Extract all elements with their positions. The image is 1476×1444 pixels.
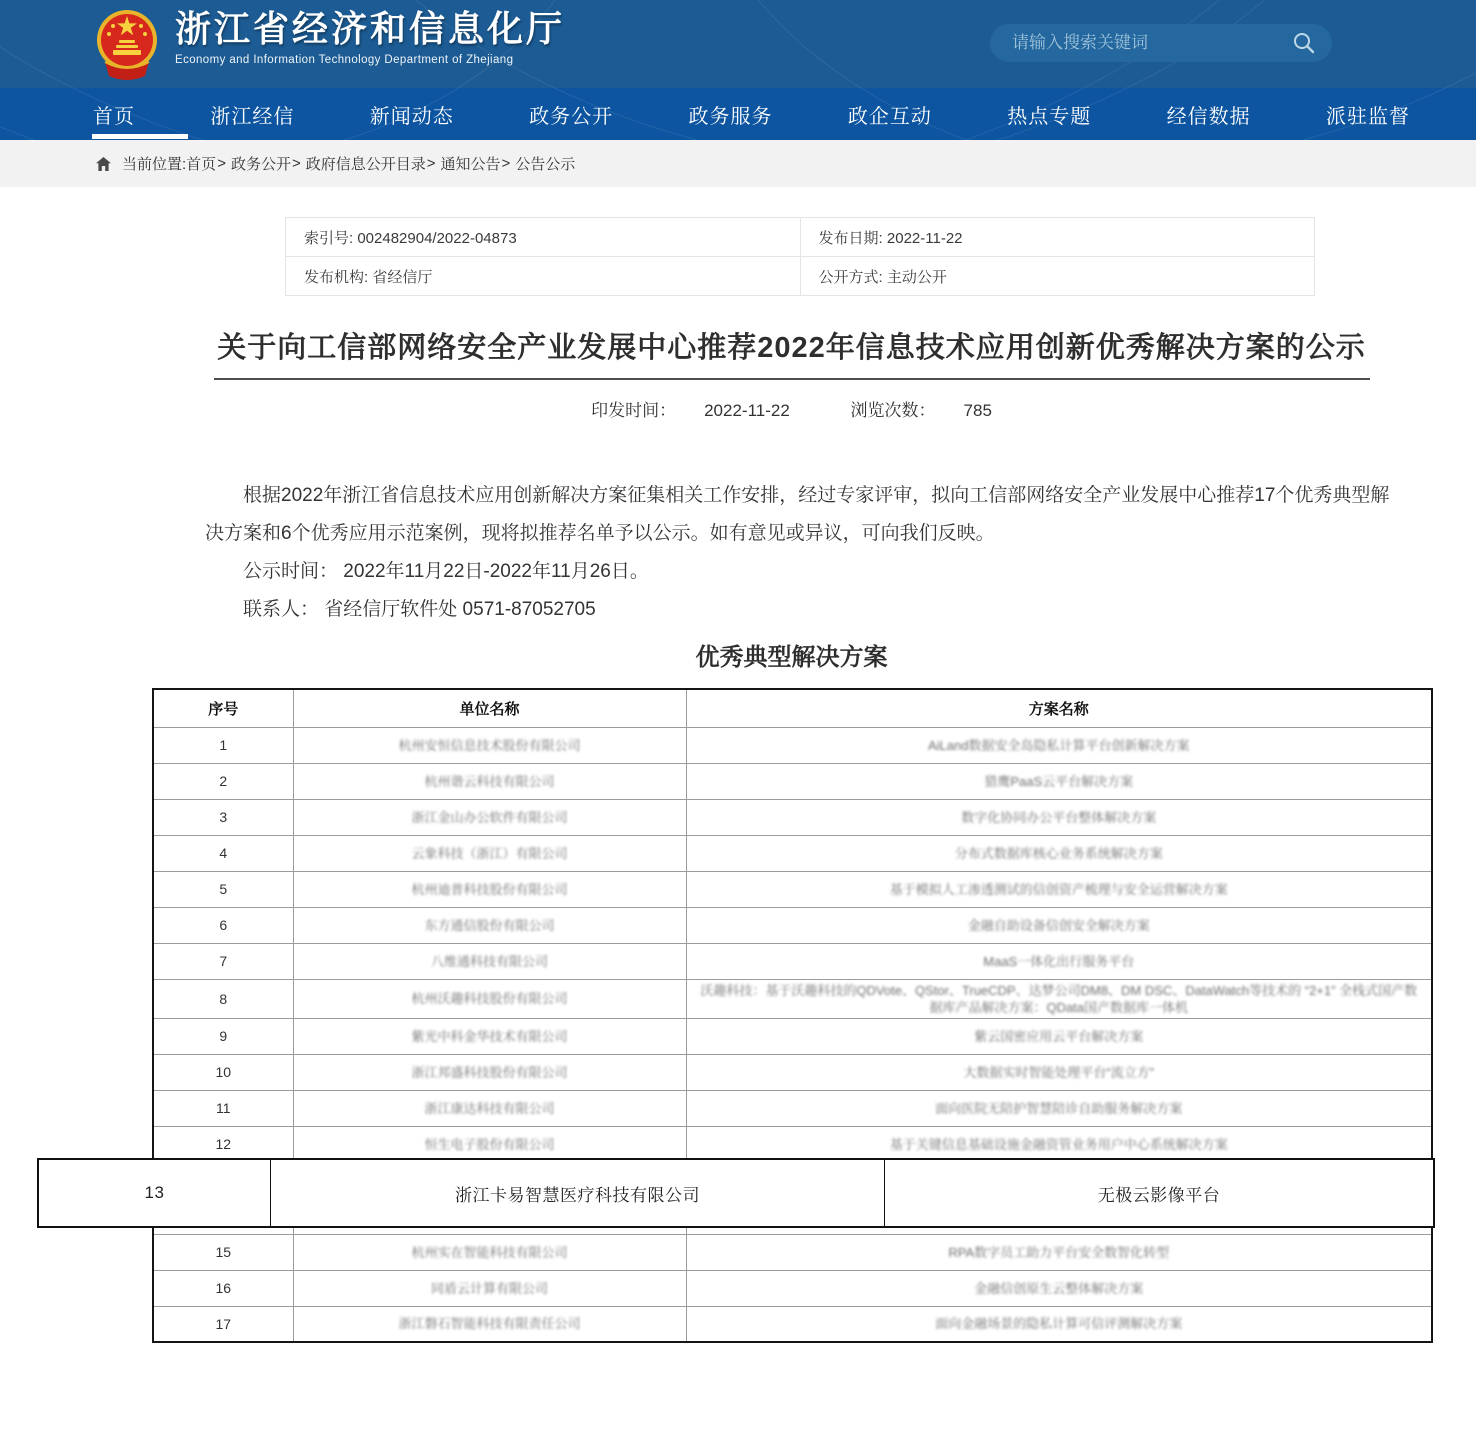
row-solution-cell: 基于模拟人工渗透测试的信创资产梳理与安全运营解决方案	[686, 871, 1432, 907]
row-solution-cell: 分布式数据库核心业务系统解决方案	[686, 835, 1432, 871]
row-company-cell: 八维通科技有限公司	[293, 943, 686, 979]
nav-item-jingxin-data[interactable]: 经信数据	[1166, 105, 1251, 128]
nav-item-hot-topics[interactable]: 热点专题	[1007, 105, 1092, 128]
meta-mode-value: 主动公开	[886, 268, 947, 286]
header-cell-no: 序号	[153, 689, 293, 727]
title-divider	[214, 378, 1370, 380]
header-cell-solution: 方案名称	[686, 689, 1432, 727]
row-company-cell: 杭州安恒信息技术股份有限公司	[293, 727, 686, 763]
table-row	[153, 1270, 1432, 1306]
home-icon	[95, 156, 112, 172]
row-solution-cell: 金融信创原生云整体解决方案	[686, 1270, 1432, 1306]
table-row	[153, 907, 1432, 943]
view-count: 浏览次数： 785	[850, 401, 992, 420]
header-cell-company: 单位名称	[293, 689, 686, 727]
search-icon[interactable]	[1292, 31, 1316, 55]
nav-item-zhejiang-jingxin[interactable]: 浙江经信	[210, 105, 295, 128]
meta-index-label: 索引号:	[304, 229, 354, 247]
nav-item-supervision[interactable]: 派驻监督	[1326, 105, 1410, 128]
paragraph-contact: 联系人： 省经信厅软件处 0571-87052705	[243, 599, 596, 620]
paragraph: 根据2022年浙江省信息技术应用创新解决方案征集相关工作安排，经过专家评审，拟向工信部网络安全产业发展中心推荐17个优秀典型解决方案和6个优秀应用示范案例，现将拟推荐名单予以公示。如有意见或异议，可向我们反映。	[205, 485, 1390, 544]
meta-date-label: 发布日期:	[818, 229, 883, 247]
solutions-table-body	[153, 727, 1432, 1342]
row-company-cell: 紫光中科金华技术有限公司	[293, 1018, 686, 1054]
site-subtitle: Economy and Information Technology Department of Zhejiang	[175, 54, 514, 66]
row-company-cell: 浙江康达科技有限公司	[293, 1090, 686, 1126]
row-company-cell: 东方通信股份有限公司	[293, 907, 686, 943]
row-number-cell: 8	[153, 979, 293, 1018]
row-number-cell: 7	[153, 943, 293, 979]
row-company-cell: 杭州沃趣科技股份有限公司	[293, 979, 686, 1018]
paragraph-public-period: 公示时间： 2022年11月22日-2022年11月26日。	[243, 561, 649, 582]
row-solution-cell: 面向金融场景的隐私计算可信评测解决方案	[686, 1306, 1432, 1342]
breadcrumb-separator: >	[426, 155, 436, 172]
row-solution-cell: RPA数字员工助力平台安全数智化转型	[686, 1234, 1432, 1270]
meta-index-value: 002482904/2022-04873	[357, 229, 517, 247]
nav-item-home[interactable]: 首页	[93, 88, 135, 140]
site-title: 浙江省经济和信息化厅	[175, 8, 566, 49]
row-solution-cell: 面向医院无陪护智慧陪诊自助服务解决方案	[686, 1090, 1432, 1126]
row-company-cell: 杭州谐云科技有限公司	[293, 763, 686, 799]
table-row	[153, 979, 1432, 1018]
row-solution-cell: MaaS一体化出行服务平台	[686, 943, 1432, 979]
table-row	[153, 943, 1432, 979]
search-input[interactable]	[990, 24, 1292, 62]
article-body	[152, 477, 1431, 629]
row-number-cell: 15	[153, 1234, 293, 1270]
highlighted-row-solution: 无极云影像平台	[1097, 1185, 1221, 1205]
row-solution-cell: 紫云国密应用云平台解决方案	[686, 1018, 1432, 1054]
row-company-cell: 杭州实在智能科技有限公司	[293, 1234, 686, 1270]
nav-item-interaction[interactable]: 政企互动	[847, 105, 932, 128]
row-company-cell: 同盾云计算有限公司	[293, 1270, 686, 1306]
nav-item-news[interactable]: 新闻动态	[369, 105, 454, 128]
table-row	[153, 1054, 1432, 1090]
meta-mode-cell	[800, 257, 1314, 296]
national-emblem-icon	[95, 4, 159, 82]
row-number-cell: 1	[153, 727, 293, 763]
nav-item-gov-services[interactable]: 政务服务	[688, 105, 773, 128]
row-number-cell: 10	[153, 1054, 293, 1090]
table-row	[153, 1234, 1432, 1270]
row-number-cell: 11	[153, 1090, 293, 1126]
main-nav	[0, 88, 1476, 140]
highlighted-row-number: 13	[39, 1160, 271, 1226]
row-solution-cell: 数字化协同办公平台整体解决方案	[686, 799, 1432, 835]
row-number-cell: 5	[153, 871, 293, 907]
row-company-cell: 杭州迪普科技股份有限公司	[293, 871, 686, 907]
breadcrumb-item-notices[interactable]: 通知公告	[440, 156, 501, 173]
highlighted-row-company: 浙江卡易智慧医疗科技有限公司	[271, 1160, 885, 1226]
row-company-cell: 恒生电子股份有限公司	[293, 1126, 686, 1162]
breadcrumb-item-disclosure[interactable]: 政务公开	[230, 156, 291, 173]
row-solution-cell: 基于关键信息基础设施金融资管业务用户中心系统解决方案	[686, 1126, 1432, 1162]
table-row	[153, 727, 1432, 763]
meta-date-cell	[800, 218, 1314, 257]
breadcrumb-item-catalog[interactable]: 政府信息公开目录	[305, 156, 426, 173]
table-row	[153, 871, 1432, 907]
row-number-cell: 6	[153, 907, 293, 943]
breadcrumb-separator: >	[217, 155, 226, 172]
meta-agency-value: 省经信厅	[372, 268, 433, 286]
meta-index-cell	[286, 218, 801, 257]
row-solution-cell: 猎鹰PaaS云平台解决方案	[686, 763, 1432, 799]
row-solution-cell: 金融自助设备信创安全解决方案	[686, 907, 1432, 943]
publish-info	[152, 396, 1431, 421]
row-company-cell: 浙江金山办公软件有限公司	[293, 799, 686, 835]
table-row	[153, 1126, 1432, 1162]
row-company-cell: 浙江邦盛科技股份有限公司	[293, 1054, 686, 1090]
row-number-cell: 4	[153, 835, 293, 871]
table-row	[153, 1018, 1432, 1054]
meta-date-value: 2022-11-22	[886, 229, 963, 247]
breadcrumb	[0, 140, 1476, 187]
row-company-cell: 云象科技（浙江）有限公司	[293, 835, 686, 871]
meta-agency-cell	[286, 257, 801, 296]
row-number-cell: 12	[153, 1126, 293, 1162]
row-number-cell: 3	[153, 799, 293, 835]
row-company-cell: 浙江磐石智能科技有限责任公司	[293, 1306, 686, 1342]
document-meta-table	[285, 217, 1315, 296]
meta-mode-label: 公开方式:	[818, 268, 883, 286]
site-logo-area	[95, 4, 565, 82]
table-row	[153, 835, 1432, 871]
table-row	[153, 1090, 1432, 1126]
row-solution-cell: AiLand数据安全岛隐私计算平台创新解决方案	[686, 727, 1432, 763]
meta-agency-label: 发布机构:	[304, 268, 369, 286]
page-title: 关于向工信部网络安全产业发展中心推荐2022年信息技术应用创新优秀解决方案的公示	[217, 332, 1366, 364]
row-solution-cell: 大数据实时智能处理平台“流立方”	[686, 1054, 1432, 1090]
solutions-table	[152, 688, 1433, 1343]
row-solution-cell: 沃趣科技：基于沃趣科技的QDVote、QStor、TrueCDP、达梦公司DM8、DM DSC、DataWatch等技术的 “2+1” 全栈式国产数据库产品解决方案：QData国产数据库一体机	[686, 979, 1432, 1018]
table-row	[153, 763, 1432, 799]
row-number-cell: 16	[153, 1270, 293, 1306]
section-title: 优秀典型解决方案	[695, 644, 888, 671]
highlighted-row[interactable]	[37, 1158, 1435, 1228]
row-number-cell: 9	[153, 1018, 293, 1054]
search-box	[990, 24, 1332, 62]
breadcrumb-item-home[interactable]: 首页	[186, 156, 217, 173]
row-number-cell: 17	[153, 1306, 293, 1342]
print-time: 印发时间： 2022-11-22	[591, 401, 790, 420]
breadcrumb-label: 当前位置:	[122, 156, 187, 173]
table-row	[153, 799, 1432, 835]
nav-item-gov-disclosure[interactable]: 政务公开	[529, 105, 614, 128]
breadcrumb-separator: >	[501, 155, 511, 172]
row-number-cell: 2	[153, 763, 293, 799]
site-header	[0, 0, 1476, 140]
breadcrumb-separator: >	[291, 155, 301, 172]
breadcrumb-item-announcements[interactable]: 公告公示	[515, 156, 576, 173]
table-header-row	[153, 689, 1432, 727]
table-row	[153, 1306, 1432, 1342]
